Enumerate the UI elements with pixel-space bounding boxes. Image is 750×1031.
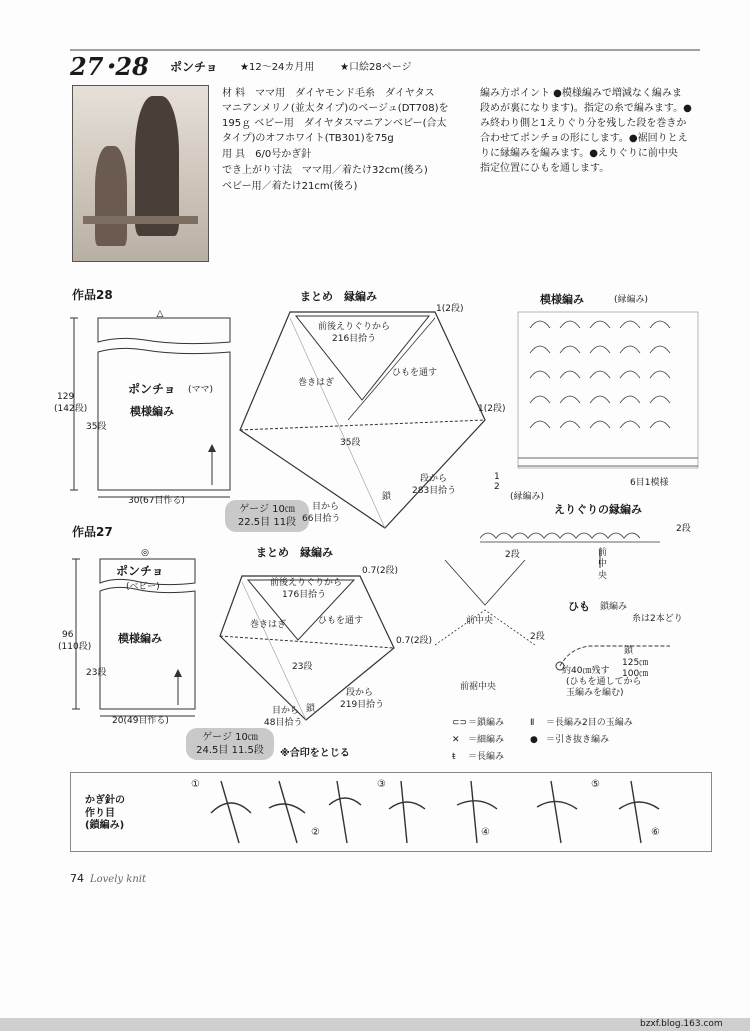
chain-start-steps [70, 772, 712, 852]
age-range: ★12～24カ月用 [240, 62, 315, 73]
piece27-height-rows: (110段) [58, 642, 92, 652]
legend-text: ＝引き抜き編み [546, 735, 610, 745]
legend-single [452, 735, 504, 746]
legend-double [452, 752, 504, 763]
method-line: りに縁編みを編みます。●えりぐりに前中央 [480, 148, 678, 159]
photo-child [95, 146, 127, 246]
gauge-line: ゲージ 10㎝ [239, 504, 295, 515]
step-number: ② [311, 827, 320, 838]
gauge-line: 22.5目 11段 [237, 517, 297, 528]
assembly27-pick-left: 48目拾う [264, 718, 303, 728]
legend-text: ＝長編み2目の玉編み [546, 718, 633, 728]
assembly28-top-note: 216目拾う [332, 334, 377, 344]
materials-line: 材 料 ママ用 ダイヤモンド毛糸 ダイヤタス [222, 88, 435, 99]
neckline-rows-b: 2段 [505, 550, 520, 560]
assembly27-cord: ひもを通す [318, 616, 364, 626]
steps-label-line: 作り目 [85, 807, 115, 819]
neckline-v-chart [430, 550, 550, 660]
pattern-chart-row: 1 [494, 472, 500, 482]
cord-note: (ひもを通してから [566, 677, 642, 687]
magazine-brand: Lovely knit [90, 874, 146, 885]
page-number: 74 [70, 872, 84, 885]
assembly28-edge-label: 1(2段) [436, 304, 464, 314]
steps-illustrations [71, 773, 711, 851]
piece27-name: ポンチョ [116, 564, 164, 578]
materials-line: マニアンメリノ(並太タイプ)のベージュ(DT708)を [222, 103, 449, 114]
assembly28-edge-label: 1(2段) [478, 404, 506, 414]
assembly28-pick-left: 66目拾う [302, 514, 341, 524]
piece27-width: 20(49目作る) [112, 716, 169, 726]
assembly28-pick-right: 283目拾う [412, 486, 457, 496]
assembly28-top-note: 前後えりぐりから [318, 322, 391, 332]
piece28-height: 129 [57, 392, 75, 402]
assembly28-rows: 35段 [340, 438, 361, 448]
step-number: ④ [481, 827, 490, 838]
gauge-line: 24.5目 11.5段 [196, 745, 264, 756]
assembly28-pick-left: 目から [312, 502, 340, 512]
size-line: ベビー用／着たけ21cm(後ろ) [222, 181, 358, 192]
assembly28-cord: ひもを通す [392, 368, 438, 378]
photo-reference: ★口絵28ページ [340, 62, 412, 73]
step-number: ⑥ [651, 827, 660, 838]
assembly27-join-note: ※合印をとじる [280, 748, 350, 759]
assembly27-top-note: 176目拾う [282, 590, 327, 600]
legend-text: ＝長編み [468, 752, 505, 762]
assembly28-wrap: 巻きはぎ [298, 378, 335, 388]
piece28-name: ポンチョ [128, 382, 176, 396]
step-number: ⑤ [591, 779, 600, 790]
piece28-label: 作品28 [72, 288, 113, 302]
materials-line: タイプ)のオフホワイト(TB301)を75g [222, 133, 394, 144]
header-rule [0, 48, 750, 58]
neckline-hem-center: 前裾中央 [460, 682, 497, 692]
assembly28-pick-right: 段から [420, 474, 448, 484]
assembly27-pick-right: 段から [346, 688, 374, 698]
single-crochet-icon: ✕ [452, 735, 460, 745]
assembly27-pick-right: 219目拾う [340, 700, 385, 710]
cord-note: 約40㎝残す [562, 666, 610, 676]
pattern-chart-title: 模様編み [540, 293, 584, 306]
pattern-title: ポンチョ [170, 60, 218, 74]
neckline-front-center-v: 前中央 [466, 616, 494, 626]
assembly27-title: まとめ 縁編み [256, 546, 333, 559]
watermark-bar [0, 1018, 750, 1031]
photo-bench [83, 216, 198, 224]
piece28-pattern: 模様編み [130, 405, 174, 418]
legend-text: ＝細編み [468, 735, 505, 745]
assembly28-chain: 鎖 [382, 492, 392, 502]
method-line: 段めが裏になります)。指定の糸で編みます。● [480, 103, 692, 114]
gauge-line: ゲージ 10㎝ [202, 732, 258, 743]
cord-yarn: 糸は2本どり [632, 614, 683, 624]
pattern-chart-sub: (縁編み) [614, 295, 649, 305]
steps-label-line: かぎ針の [85, 795, 125, 806]
svg-text:△: △ [156, 309, 164, 319]
piece27-who: (ベビー) [126, 582, 160, 592]
neckline-rows: 2段 [676, 524, 691, 534]
legend-chain [452, 718, 504, 729]
assembly27-top-note: 前後えりぐりから [270, 578, 343, 588]
watermark-text: bzxf.blog.163.com [640, 1019, 723, 1029]
piece27-height: 96 [62, 630, 74, 640]
assembly27-wrap: 巻きはぎ [250, 620, 287, 630]
photo-mother [135, 96, 179, 236]
method-line: み終わり側と1えりぐり分を残した段を巻きか [480, 118, 687, 129]
cord-length: 100㎝ [622, 669, 649, 679]
cord-title: ひも [568, 600, 590, 613]
cord-length: 125㎝ [622, 658, 649, 668]
piece28-side-rows: 35段 [86, 422, 107, 432]
svg-text:◎: ◎ [141, 548, 149, 558]
chain-symbol-icon: ⊂⊃ [452, 718, 468, 728]
slip-stitch-icon: ● [530, 735, 538, 745]
assembly27-pick-left: 目から [272, 706, 300, 716]
pattern-chart-edge: (縁編み) [510, 492, 545, 502]
pattern-number: 27･28 [70, 52, 149, 81]
size-line: でき上がり寸法 ママ用／着たけ32cm(後ろ) [222, 165, 428, 176]
materials-line: 195ｇ ベビー用 ダイヤタスマニアンベビー(合太 [222, 118, 447, 129]
pattern-chart-repeat: 6目1模様 [630, 478, 669, 488]
assembly27-chain: 鎖 [306, 704, 316, 714]
pattern-chart [510, 308, 700, 478]
piece28-height-rows: (142段) [54, 404, 88, 414]
piece27-side-rows: 23段 [86, 668, 107, 678]
tools-line: 用 具 6/0号かぎ針 [222, 149, 312, 160]
piece28-who: (ママ) [188, 385, 214, 395]
assembly27-edge-label: 0.7(2段) [362, 566, 399, 576]
cord-chain: 鎖 [624, 646, 634, 656]
puff-stitch-icon: Ⅱ [530, 718, 535, 728]
method-line: 編み方ポイント ●模様編みで増減なく編みま [480, 88, 682, 99]
step-number: ① [191, 779, 200, 790]
step-number: ③ [377, 779, 386, 790]
assembly27-rows: 23段 [292, 662, 313, 672]
neckline-rows-c: 2段 [530, 632, 545, 642]
neckline-front-center: 前中央 [598, 548, 608, 581]
cord-note: 玉編みを編む) [566, 688, 624, 698]
pattern-chart-row: 2 [494, 482, 500, 492]
double-crochet-icon: ŧ [452, 752, 456, 762]
steps-label-line: (鎖編み) [85, 820, 125, 831]
piece28-width: 30(67目作る) [128, 496, 185, 506]
method-line: 指定位置にひもを通します。 [480, 163, 610, 174]
legend-puff [530, 718, 633, 729]
legend-text: ＝鎖編み [468, 718, 505, 728]
method-line: 合わせてポンチョの形にします。●裾回りとえ [480, 133, 688, 144]
assembly27-edge-label: 0.7(2段) [396, 636, 433, 646]
model-photo [72, 85, 209, 262]
piece27-label: 作品27 [72, 525, 113, 539]
cord-type: 鎖編み [600, 602, 628, 612]
legend-slip [530, 735, 609, 746]
piece27-pattern: 模様編み [118, 632, 162, 645]
assembly28-title: まとめ 縁編み [300, 290, 377, 303]
neckline-title: えりぐりの縁編み [554, 503, 642, 516]
